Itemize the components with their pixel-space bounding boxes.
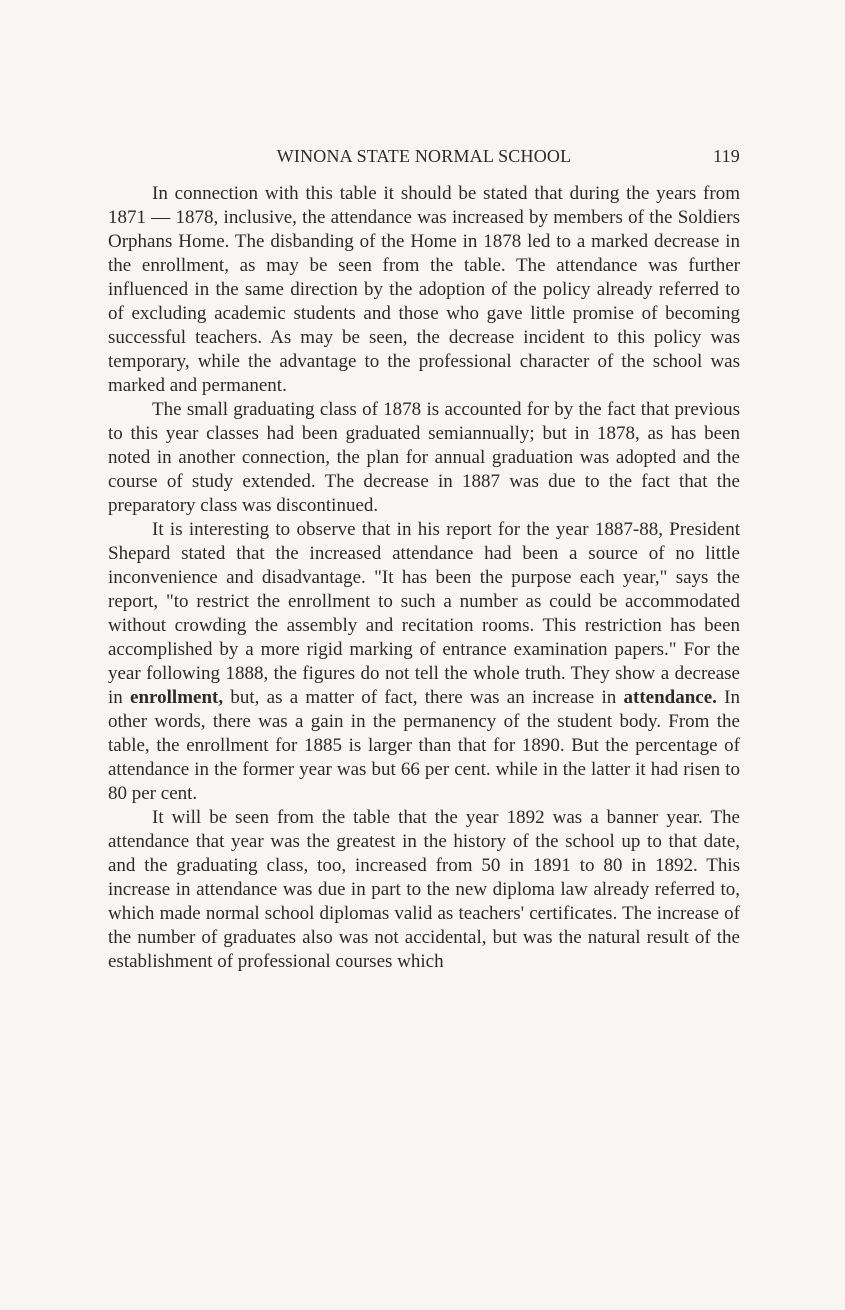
running-title: WINONA STATE NORMAL SCHOOL [276,146,572,166]
paragraph-2: The small graduating class of 1878 is accounted for by the fact that previous to this year classes had been graduated semiannually; but in 1878, as has been noted in another connection, the plan for annual graduation was adopted and the course of study extended. The decrease in 1887 was due to the fact that the preparatory class was discontinued. [108,399,740,516]
paragraph-3-part-1: It is interesting to observe that in his report for the year 1887-88, President Shepard stated that the increased attendance had been a source of no little inconvenience and disadvantage. "It has been the purpose each year," says the report, "to restrict the enrollment to such a number as could be accommodated without crowding the assembly and recitation rooms. This restriction has been accomplished by a more rigid marking of entrance examination papers." For the year following 1888, the figures do not tell the whole truth. They show a decrease in [108,519,740,708]
paragraph-3-part-2: but, as a matter of fact, there was an increase in [223,687,624,708]
paragraph-3 [108,518,740,806]
document-page [108,142,740,974]
bold-enrollment: enrollment, [130,687,224,708]
bold-attendance: attendance. [623,687,717,708]
page-number: 119 [713,146,740,166]
running-head [108,142,740,172]
paragraph-3-part-3: In other words, there was a gain in the permanency of the student body. From the table, the enrollment for 1885 is larger than that for 1890. But the percentage of attendance in the former year was but 66 per cent. while in the latter it had risen to 80 per cent. [108,687,741,804]
paragraph-4: It will be seen from the table that the year 1892 was a banner year. The attendance that year was the greatest in the history of the school up to that date, and the graduating class, too, increased from 50 in 1891 to 80 in 1892. This increase in attendance was due in part to the new diploma law already referred to, which made normal school diplomas valid as teachers' certificates. The increase of the number of graduates also was not accidental, but was the natural result of the establishment of professional courses which [108,807,740,972]
body-text [108,182,740,974]
paragraph-1: In connection with this table it should be stated that during the years from 1871 — 1878, inclusive, the attendance was increased by members of the Soldiers Orphans Home. The disbanding of the Home in 1878 led to a marked decrease in the enrollment, as may be seen from the table. The attendance was further influenced in the same direction by the adoption of the policy already referred to of excluding academic students and those who gave little promise of becoming successful teachers. As may be seen, the decrease incident to this policy was temporary, while the advantage to the professional character of the school was marked and permanent. [108,183,740,396]
